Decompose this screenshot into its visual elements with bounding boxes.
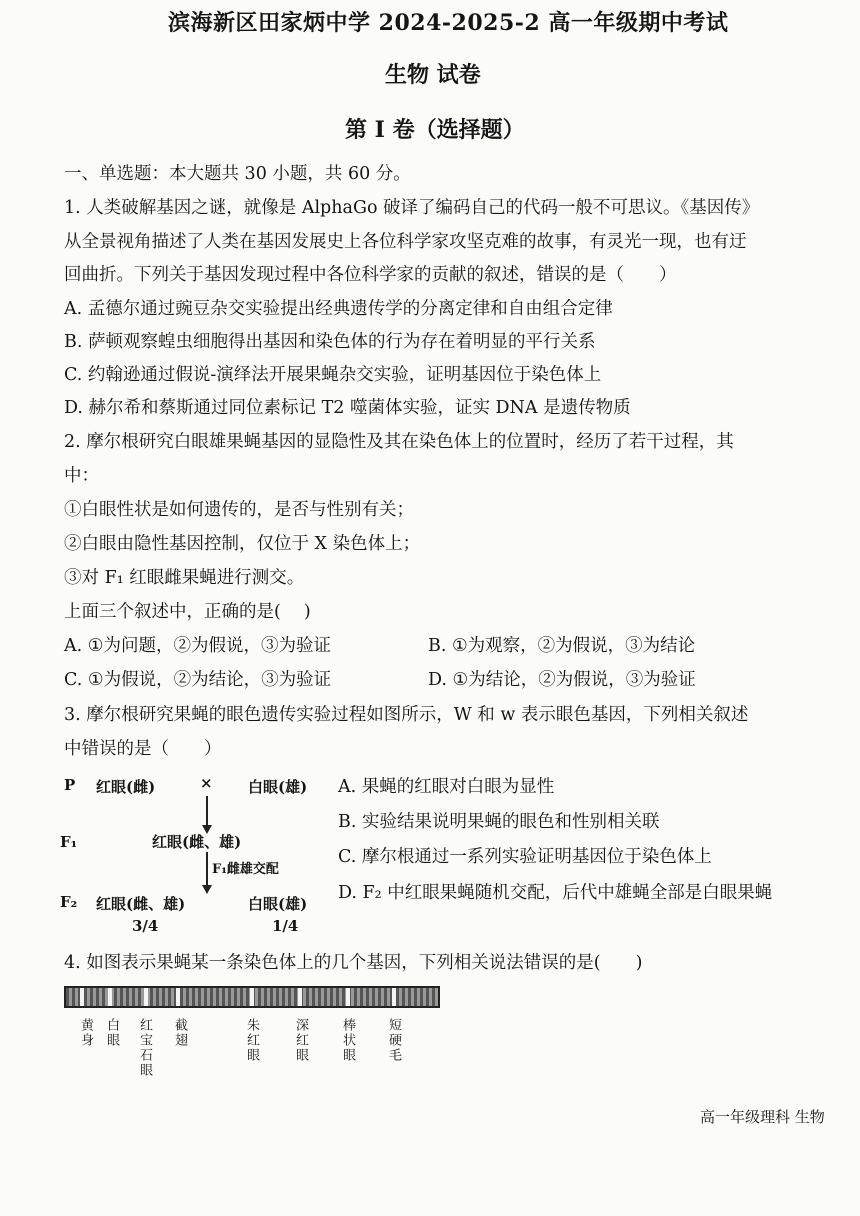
option-c: C. 约翰逊通过假说-演绎法开展果蝇杂交实验，证明基因位于染色体上: [64, 365, 602, 385]
option-c: C. 摩尔根通过一系列实验证明基因位于染色体上: [338, 847, 712, 867]
option-d: D. 赫尔希和蔡斯通过同位素标记 T2 噬菌体实验，证实 DNA 是遗传物质: [64, 398, 631, 418]
gene-band: [176, 988, 180, 1006]
generation-p-label: P: [64, 776, 76, 794]
statement-3: ③对 F₁ 红眼雌果蝇进行测交。: [64, 568, 305, 588]
question-text-line: 3. 摩尔根研究果蝇的眼色遗传实验过程如图所示，W 和 w 表示眼色基因，下列相关叙述: [64, 705, 749, 725]
gene-label-bar-eye: 棒状眼: [340, 1018, 355, 1063]
f1-mating-label: F₁雌雄交配: [212, 862, 279, 877]
generation-f2-label: F₂: [60, 893, 78, 911]
gene-label-vermilion-eye: 朱红眼: [244, 1018, 259, 1063]
ratio-red: 3/4: [132, 917, 159, 935]
option-c: C. ①为假说，②为结论，③为验证: [64, 670, 332, 690]
question-text-line: 回曲折。下列关于基因发现过程中各位科学家的贡献的叙述，错误的是（ ）: [64, 265, 677, 285]
question-text-line: 4. 如图表示果蝇某一条染色体上的几个基因，下列相关说法错误的是( ): [64, 953, 643, 973]
gene-band: [144, 988, 148, 1006]
ratio-white: 1/4: [272, 917, 299, 935]
option-b: B. 实验结果说明果蝇的眼色和性别相关联: [338, 812, 660, 832]
chromosome-bar: [64, 986, 440, 1008]
gene-band: [346, 988, 350, 1006]
footer-text: 高一年级理科 生物: [700, 1108, 825, 1126]
option-a: A. ①为问题，②为假说，③为验证: [64, 636, 331, 656]
option-b: B. ①为观察，②为假说，③为结论: [428, 636, 696, 656]
gene-label-carmine-eye: 深红眼: [293, 1018, 308, 1063]
question-prompt: 上面三个叙述中，正确的是( ): [64, 602, 311, 622]
option-b: B. 萨顿观察蝗虫细胞得出基因和染色体的行为存在着明显的平行关系: [64, 332, 596, 352]
gene-label-ruby-eye: 红宝石眼: [137, 1018, 152, 1078]
f2-white: 白眼(雄): [248, 895, 308, 913]
question-text-line: 中：: [64, 466, 99, 486]
gene-band: [80, 988, 84, 1006]
arrow-head: [202, 885, 212, 894]
gene-band: [392, 988, 396, 1006]
subject-title: 生物 试卷: [385, 62, 481, 88]
cross-symbol: ×: [200, 774, 213, 792]
p-male: 白眼(雄): [248, 778, 308, 796]
f2-red: 红眼(雌、雄): [96, 895, 186, 913]
statement-1: ①白眼性状是如何遗传的，是否与性别有关；: [64, 500, 414, 520]
gene-label-short-bristle: 短硬毛: [386, 1018, 401, 1063]
option-a: A. 孟德尔通过豌豆杂交实验提出经典遗传学的分离定律和自由组合定律: [64, 299, 613, 319]
statement-2: ②白眼由隐性基因控制，仅位于 X 染色体上；: [64, 534, 421, 554]
section-heading: 一、单选题：本大题共 30 小题，共 60 分。: [64, 164, 411, 184]
option-d: D. F₂ 中红眼果蝇随机交配，后代中雄蝇全部是白眼果蝇: [338, 883, 773, 903]
option-a: A. 果蝇的红眼对白眼为显性: [338, 777, 555, 797]
question-text-line: 2. 摩尔根研究白眼雄果蝇基因的显隐性及其在染色体上的位置时，经历了若干过程，其: [64, 432, 734, 452]
gene-label-cut-wing: 截翅: [172, 1018, 187, 1048]
question-text-line: 1. 人类破解基因之谜，就像是 AlphaGo 破译了编码自己的代码一般不可思议。《基因传》: [64, 198, 760, 218]
exam-title: 滨海新区田家炳中学 2024-2025-2 高一年级期中考试: [168, 10, 729, 36]
question-text-line: 中错误的是（ ）: [64, 739, 222, 759]
gene-label-white-eye: 白眼: [104, 1018, 119, 1048]
option-d: D. ①为结论，②为假说，③为验证: [428, 670, 696, 690]
f1-offspring: 红眼(雌、雄): [152, 833, 242, 851]
gene-band: [250, 988, 254, 1006]
question-text-line: 从全景视角描述了人类在基因发展史上各位科学家攻坚克难的故事，有灵光一现，也有迂: [64, 232, 747, 252]
gene-label-yellow-body: 黄身: [78, 1018, 93, 1048]
part-title: 第 I 卷（选择题）: [345, 117, 525, 143]
gene-band: [298, 988, 302, 1006]
generation-f1-label: F₁: [60, 833, 78, 851]
p-female: 红眼(雌): [96, 778, 156, 796]
gene-band: [108, 988, 112, 1006]
arrow-line: [206, 852, 208, 886]
arrow-line: [206, 796, 208, 826]
